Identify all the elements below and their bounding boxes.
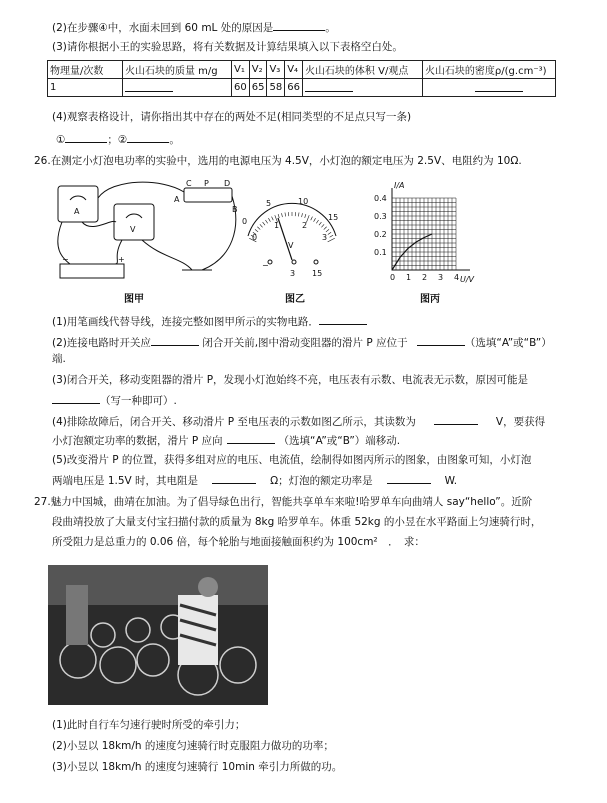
table-header-cell: V₄ (285, 61, 303, 79)
table-header-cell: V₃ (267, 61, 285, 79)
dial-outer-tick: 15 (328, 213, 339, 222)
data-table (47, 60, 556, 97)
q26-part3-line2 (52, 392, 177, 408)
table-cell-blank[interactable] (422, 79, 555, 97)
q26-part1 (52, 313, 367, 329)
q25-part2-end: 。 (325, 22, 336, 34)
q26-part1-text: (1)用笔画线代替导线，连接完整如图甲所示的实物电路． (52, 316, 319, 328)
dial-inner-tick: 2 (302, 221, 308, 230)
q26-part2-text: （选填“A”或“B”） (464, 337, 552, 349)
dial-tick-mark (268, 218, 270, 221)
dial-outer-tick: 0 (242, 217, 248, 226)
answer-blank[interactable] (151, 334, 199, 346)
dial-tick-mark (328, 238, 335, 242)
dial-tick-mark (330, 235, 333, 237)
dial-tick-mark (302, 213, 303, 217)
q25-part2-text: (2)在步骤④中，水面未回到 60 mL 处的原因是 (52, 22, 274, 34)
dial-tick-mark (263, 222, 265, 225)
answer-blank[interactable] (127, 131, 169, 143)
table-cell: 66 (285, 79, 303, 97)
dial-tick-mark (321, 224, 324, 227)
answer-blank[interactable] (475, 80, 523, 92)
terminal-3: 3 (290, 269, 296, 278)
table-header-cell: 物理量/次数 (48, 61, 123, 79)
answer-blank[interactable] (65, 131, 107, 143)
answer-blank[interactable] (387, 472, 431, 484)
table-header-cell: 火山石块的密度ρ/(g.cm⁻³) (422, 61, 555, 79)
answer-blank[interactable] (305, 80, 353, 92)
q27-part1: (1)此时自行车匀速行驶时所受的牵引力； (52, 719, 246, 731)
answer-blank[interactable] (52, 392, 100, 404)
q25-part2 (52, 19, 336, 35)
bike-sharing-photo (48, 565, 268, 705)
dial-tick-mark (285, 213, 286, 217)
q26-part5: (5)改变滑片 P 的位置，获得多组对应的电压、电流值，绘制得如图丙所示的图象，由图象可知，小灯泡 (52, 454, 532, 466)
q26-part2-text: 闭合开关前,图中滑动变阻器的滑片 P 应位于 (202, 337, 408, 349)
q26-part4-text: （选填“A”或“B”）端移动. (278, 435, 401, 447)
y-tick-label: 0.1 (374, 248, 387, 257)
q27-part2: (2)小昱以 18km/h 的速度匀速骑行时克服阻力做功的功率； (52, 740, 334, 752)
slider-p-label: P (204, 179, 209, 188)
dial-tick-mark (260, 224, 263, 227)
voltmeter-dial-figure (238, 196, 346, 282)
table-row (48, 79, 556, 97)
terminal-b-label: B (232, 205, 237, 214)
q27-stem-line1: 27.魅力中国城，曲靖在加油。为了倡导绿色出行，智能共享单车来啦!哈罗单车向曲靖人 say“hello”。近阶 (34, 496, 533, 508)
y-tick-label: 0.4 (374, 194, 387, 203)
q27-stem-line3: 所受阻力是总重力的 0.06 倍，每个轮胎与地面接触面积约为 100cm² ． 求： (52, 536, 425, 548)
iu-ylabel: I/A (394, 181, 405, 190)
answer-blank[interactable] (125, 80, 173, 92)
x-tick-label: 2 (422, 273, 428, 282)
q26-part5-text: 两端电压是 1.5V 时，其电阻是 (52, 475, 199, 487)
dial-outer-tick: 10 (298, 197, 309, 206)
q26-part5-text: W. (444, 475, 458, 487)
dial-tick-mark (324, 227, 327, 230)
dial-outer-tick: 5 (266, 199, 272, 208)
q25-part4: (4)观察表格设计，请你指出其中存在的两处不足(相同类型的不足点只写一条) (52, 111, 412, 123)
bike-photo-illustration (48, 565, 268, 705)
x-tick-label: 0 (390, 273, 396, 282)
terminal-d-label: D (224, 179, 231, 188)
figure-b-caption: 图乙 (285, 294, 305, 305)
q26-part5-line2 (52, 472, 457, 488)
figure-c-caption: 图丙 (420, 294, 440, 305)
q25-part4-answers (56, 131, 180, 147)
q26-part3-text: （写一种即可）. (100, 395, 177, 407)
dial-tick-mark (314, 218, 316, 221)
table-cell: 65 (249, 79, 267, 97)
dial-inner-tick: 1 (274, 221, 280, 230)
table-cell: 1 (48, 79, 123, 97)
dial-tick-mark (305, 214, 306, 218)
answer-blank[interactable] (273, 19, 325, 31)
table-cell-blank[interactable] (123, 79, 232, 97)
dial-tick-mark (298, 213, 299, 217)
dial-tick-mark (326, 229, 329, 232)
table-header-cell: V₂ (249, 61, 267, 79)
dial-tick-mark (257, 227, 260, 230)
dial-tick-mark (328, 232, 331, 234)
table-cell: 58 (267, 79, 285, 97)
x-tick-label: 1 (406, 273, 412, 282)
dial-tick-mark (265, 220, 267, 223)
dial-tick-mark (311, 217, 313, 221)
battery-minus-label: − (62, 255, 69, 264)
q25-part3: (3)请你根据小王的实验思路，将有关数据及计算结果填入以下表格空白处。 (52, 41, 403, 53)
ammeter-label: A (74, 207, 80, 216)
table-header-cell: 火山石块的质量 m/g (123, 61, 232, 79)
dial-tick-mark (272, 217, 274, 221)
battery-plus-label: + (118, 255, 125, 264)
dial-inner-tick: 0 (252, 233, 258, 242)
q25-part4-end: 。 (169, 134, 180, 146)
q25-part4-sep: ；② (107, 134, 128, 146)
table-cell: 60 (232, 79, 250, 97)
dial-tick-mark (319, 222, 321, 225)
terminal-minus: − (262, 261, 269, 270)
terminal-a-label: A (174, 195, 180, 204)
answer-blank[interactable] (319, 313, 367, 325)
dial-tick-mark (255, 229, 258, 232)
table-header-cell: 火山石块的体积 V/观点 (302, 61, 422, 79)
q26-part4-text: (4)排除故障后，闭合开关、移动滑片 P 至电压表的示数如图乙所示，其读数为 (52, 416, 416, 428)
circle-one: ① (56, 134, 66, 146)
axis-lines (392, 188, 470, 270)
q26-part2 (52, 334, 552, 350)
dial-inner-tick: 3 (322, 233, 328, 242)
dial-unit: V (288, 241, 294, 250)
dial-needle (278, 218, 292, 260)
answer-blank[interactable] (212, 472, 256, 484)
q26-part4 (52, 413, 545, 429)
q26-part2-end: 端. (52, 353, 66, 365)
dial-tick-mark (278, 214, 279, 218)
y-tick-label: 0.3 (374, 212, 387, 221)
answer-blank[interactable] (417, 334, 465, 346)
q27-stem-line2: 段曲靖投放了大量支付宝扫描付款的质量为 8kg 哈罗单车。体重 52kg 的小昱在水平路面上匀速骑行时， (52, 516, 542, 528)
x-tick-label: 4 (454, 273, 460, 282)
y-tick-label: 0.2 (374, 230, 387, 239)
iu-graph (360, 178, 480, 288)
table-header-cell: V₁ (232, 61, 250, 79)
q26-part4-text: V，要获得 (495, 416, 546, 428)
terminal-15: 15 (312, 269, 323, 278)
x-tick-label: 3 (438, 273, 444, 282)
circuit-figure (52, 178, 237, 286)
voltmeter-label: V (130, 225, 136, 234)
q26-part5-text: Ω；灯泡的额定功率是 (270, 475, 373, 487)
answer-blank[interactable] (227, 432, 275, 444)
iu-xlabel: U/V (460, 275, 475, 284)
figure-a-caption: 图甲 (124, 294, 144, 305)
q26-part3: (3)闭合开关，移动变阻器的滑片 P，发现小灯泡始终不亮，电压表有示数、电流表无示数，原因可能是 (52, 374, 529, 386)
dial-tick-mark (316, 220, 318, 223)
table-header-row (48, 61, 556, 79)
q26-part4-line2 (52, 432, 400, 448)
q26-stem: 26.在测定小灯泡电功率的实验中，选用的电源电压为 4.5V，小灯泡的额定电压为 2.5V、电阻约为 10Ω. (34, 155, 522, 167)
q26-part4-text: 小灯泡额定功率的数据，滑片 P 应向 (52, 435, 223, 447)
q27-part3: (3)小昱以 18km/h 的速度匀速骑行 10min 牵引力所做的功。 (52, 761, 343, 773)
answer-blank[interactable] (434, 413, 478, 425)
terminal-c-label: C (186, 179, 192, 188)
q26-part2-text: (2)连接电路时开关应 (52, 337, 151, 349)
dial-tick-mark (282, 213, 283, 217)
table-cell-blank[interactable] (302, 79, 422, 97)
